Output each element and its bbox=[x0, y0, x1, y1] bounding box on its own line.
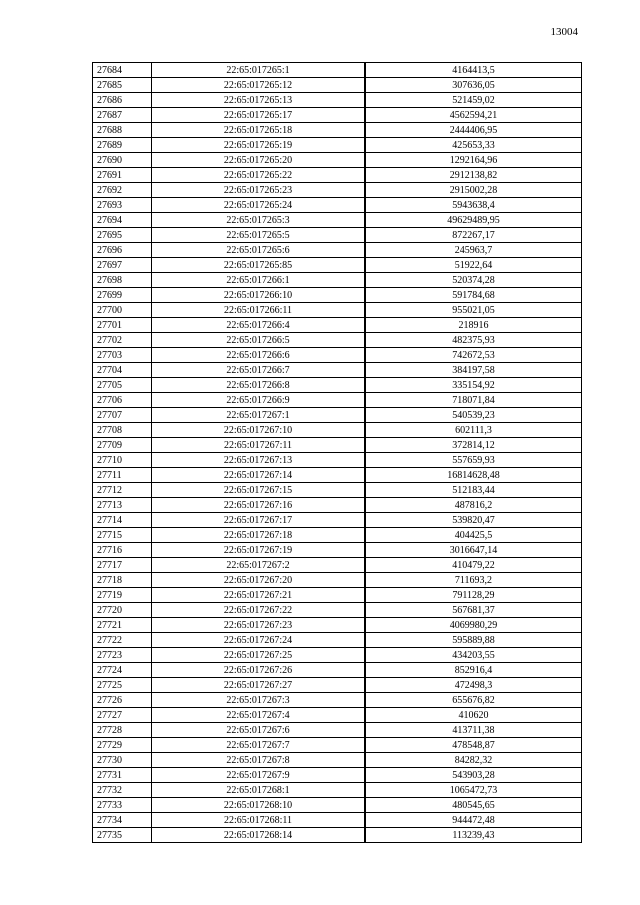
cadastral-value-cell: 487816,2 bbox=[365, 498, 582, 513]
table-row bbox=[93, 468, 582, 483]
cadastral-value-cell: 482375,93 bbox=[365, 333, 582, 348]
cadastral-value-cell: 742672,53 bbox=[365, 348, 582, 363]
cadastral-number-cell: 22:65:017267:23 bbox=[152, 618, 366, 633]
cadastral-number-cell: 22:65:017267:25 bbox=[152, 648, 366, 663]
row-number-cell: 27728 bbox=[93, 723, 152, 738]
table-row bbox=[93, 378, 582, 393]
cadastral-number-cell: 22:65:017265:24 bbox=[152, 198, 366, 213]
table-row bbox=[93, 798, 582, 813]
cadastral-value-cell: 2912138,82 bbox=[365, 168, 582, 183]
row-number-cell: 27690 bbox=[93, 153, 152, 168]
table-row bbox=[93, 738, 582, 753]
table-row bbox=[93, 708, 582, 723]
cadastral-value-cell: 520374,28 bbox=[365, 273, 582, 288]
row-number-cell: 27701 bbox=[93, 318, 152, 333]
row-number-cell: 27706 bbox=[93, 393, 152, 408]
cadastral-number-cell: 22:65:017265:19 bbox=[152, 138, 366, 153]
row-number-cell: 27699 bbox=[93, 288, 152, 303]
cadastral-number-cell: 22:65:017265:6 bbox=[152, 243, 366, 258]
table-row bbox=[93, 78, 582, 93]
cadastral-value-cell: 944472,48 bbox=[365, 813, 582, 828]
row-number-cell: 27715 bbox=[93, 528, 152, 543]
row-number-cell: 27687 bbox=[93, 108, 152, 123]
table-row bbox=[93, 588, 582, 603]
cadastral-value-cell: 480545,65 bbox=[365, 798, 582, 813]
cadastral-value-cell: 335154,92 bbox=[365, 378, 582, 393]
table-row bbox=[93, 453, 582, 468]
cadastral-value-cell: 852916,4 bbox=[365, 663, 582, 678]
cadastral-number-cell: 22:65:017267:3 bbox=[152, 693, 366, 708]
table-row bbox=[93, 828, 582, 843]
cadastral-value-cell: 4562594,21 bbox=[365, 108, 582, 123]
table-row bbox=[93, 633, 582, 648]
cadastral-value-cell: 478548,87 bbox=[365, 738, 582, 753]
row-number-cell: 27694 bbox=[93, 213, 152, 228]
cadastral-number-cell: 22:65:017266:11 bbox=[152, 303, 366, 318]
cadastral-number-cell: 22:65:017267:11 bbox=[152, 438, 366, 453]
table-body bbox=[93, 63, 582, 843]
cadastral-number-cell: 22:65:017266:8 bbox=[152, 378, 366, 393]
table-row bbox=[93, 483, 582, 498]
table-row bbox=[93, 813, 582, 828]
row-number-cell: 27731 bbox=[93, 768, 152, 783]
table-row bbox=[93, 288, 582, 303]
cadastral-number-cell: 22:65:017267:13 bbox=[152, 453, 366, 468]
cadastral-value-cell: 567681,37 bbox=[365, 603, 582, 618]
cadastral-value-cell: 1065472,73 bbox=[365, 783, 582, 798]
row-number-cell: 27733 bbox=[93, 798, 152, 813]
cadastral-value-cell: 410479,22 bbox=[365, 558, 582, 573]
cadastral-value-cell: 2444406,95 bbox=[365, 123, 582, 138]
cadastral-value-cell: 2915002,28 bbox=[365, 183, 582, 198]
cadastral-value-table bbox=[92, 62, 582, 843]
table-row bbox=[93, 753, 582, 768]
table-row bbox=[93, 438, 582, 453]
row-number-cell: 27730 bbox=[93, 753, 152, 768]
row-number-cell: 27725 bbox=[93, 678, 152, 693]
cadastral-value-cell: 4069980,29 bbox=[365, 618, 582, 633]
cadastral-value-cell: 872267,17 bbox=[365, 228, 582, 243]
table-row bbox=[93, 543, 582, 558]
table-row bbox=[93, 333, 582, 348]
row-number-cell: 27685 bbox=[93, 78, 152, 93]
table-row bbox=[93, 198, 582, 213]
cadastral-number-cell: 22:65:017267:21 bbox=[152, 588, 366, 603]
table-row bbox=[93, 408, 582, 423]
cadastral-value-cell: 372814,12 bbox=[365, 438, 582, 453]
table-row bbox=[93, 423, 582, 438]
cadastral-value-cell: 434203,55 bbox=[365, 648, 582, 663]
cadastral-number-cell: 22:65:017267:7 bbox=[152, 738, 366, 753]
cadastral-number-cell: 22:65:017268:14 bbox=[152, 828, 366, 843]
cadastral-value-cell: 425653,33 bbox=[365, 138, 582, 153]
cadastral-number-cell: 22:65:017267:8 bbox=[152, 753, 366, 768]
cadastral-value-cell: 307636,05 bbox=[365, 78, 582, 93]
cadastral-number-cell: 22:65:017265:20 bbox=[152, 153, 366, 168]
cadastral-number-cell: 22:65:017267:6 bbox=[152, 723, 366, 738]
cadastral-number-cell: 22:65:017266:7 bbox=[152, 363, 366, 378]
cadastral-value-cell: 84282,32 bbox=[365, 753, 582, 768]
cadastral-value-cell: 218916 bbox=[365, 318, 582, 333]
row-number-cell: 27686 bbox=[93, 93, 152, 108]
cadastral-number-cell: 22:65:017267:14 bbox=[152, 468, 366, 483]
cadastral-value-cell: 3016647,14 bbox=[365, 543, 582, 558]
cadastral-number-cell: 22:65:017267:2 bbox=[152, 558, 366, 573]
page-number: 13004 bbox=[550, 26, 578, 38]
table-row bbox=[93, 618, 582, 633]
table-row bbox=[93, 168, 582, 183]
row-number-cell: 27729 bbox=[93, 738, 152, 753]
cadastral-value-cell: 113239,43 bbox=[365, 828, 582, 843]
cadastral-value-cell: 5943638,4 bbox=[365, 198, 582, 213]
row-number-cell: 27709 bbox=[93, 438, 152, 453]
table-row bbox=[93, 723, 582, 738]
cadastral-number-cell: 22:65:017267:22 bbox=[152, 603, 366, 618]
table-row bbox=[93, 663, 582, 678]
cadastral-value-cell: 521459,02 bbox=[365, 93, 582, 108]
table-row bbox=[93, 138, 582, 153]
cadastral-value-cell: 595889,88 bbox=[365, 633, 582, 648]
cadastral-number-cell: 22:65:017268:1 bbox=[152, 783, 366, 798]
cadastral-number-cell: 22:65:017267:27 bbox=[152, 678, 366, 693]
row-number-cell: 27712 bbox=[93, 483, 152, 498]
cadastral-value-cell: 955021,05 bbox=[365, 303, 582, 318]
row-number-cell: 27703 bbox=[93, 348, 152, 363]
table-row bbox=[93, 273, 582, 288]
cadastral-value-cell: 557659,93 bbox=[365, 453, 582, 468]
table-row bbox=[93, 153, 582, 168]
table-row bbox=[93, 528, 582, 543]
cadastral-value-cell: 404425,5 bbox=[365, 528, 582, 543]
cadastral-value-cell: 16814628,48 bbox=[365, 468, 582, 483]
row-number-cell: 27717 bbox=[93, 558, 152, 573]
table-row bbox=[93, 243, 582, 258]
table-row bbox=[93, 678, 582, 693]
table-row bbox=[93, 693, 582, 708]
row-number-cell: 27716 bbox=[93, 543, 152, 558]
cadastral-number-cell: 22:65:017267:19 bbox=[152, 543, 366, 558]
cadastral-value-cell: 711693,2 bbox=[365, 573, 582, 588]
table-row bbox=[93, 303, 582, 318]
cadastral-number-cell: 22:65:017266:9 bbox=[152, 393, 366, 408]
cadastral-number-cell: 22:65:017266:10 bbox=[152, 288, 366, 303]
row-number-cell: 27710 bbox=[93, 453, 152, 468]
table-row bbox=[93, 783, 582, 798]
cadastral-value-cell: 512183,44 bbox=[365, 483, 582, 498]
row-number-cell: 27735 bbox=[93, 828, 152, 843]
row-number-cell: 27734 bbox=[93, 813, 152, 828]
cadastral-value-cell: 384197,58 bbox=[365, 363, 582, 378]
cadastral-number-cell: 22:65:017267:26 bbox=[152, 663, 366, 678]
table-row bbox=[93, 603, 582, 618]
cadastral-value-cell: 718071,84 bbox=[365, 393, 582, 408]
cadastral-number-cell: 22:65:017268:10 bbox=[152, 798, 366, 813]
cadastral-value-cell: 602111,3 bbox=[365, 423, 582, 438]
cadastral-value-cell: 655676,82 bbox=[365, 693, 582, 708]
cadastral-value-cell: 472498,3 bbox=[365, 678, 582, 693]
row-number-cell: 27723 bbox=[93, 648, 152, 663]
row-number-cell: 27702 bbox=[93, 333, 152, 348]
row-number-cell: 27711 bbox=[93, 468, 152, 483]
cadastral-value-cell: 539820,47 bbox=[365, 513, 582, 528]
cadastral-number-cell: 22:65:017266:4 bbox=[152, 318, 366, 333]
cadastral-number-cell: 22:65:017267:15 bbox=[152, 483, 366, 498]
cadastral-number-cell: 22:65:017265:85 bbox=[152, 258, 366, 273]
row-number-cell: 27705 bbox=[93, 378, 152, 393]
table-row bbox=[93, 258, 582, 273]
cadastral-number-cell: 22:65:017265:17 bbox=[152, 108, 366, 123]
table-row bbox=[93, 498, 582, 513]
cadastral-number-cell: 22:65:017267:20 bbox=[152, 573, 366, 588]
cadastral-value-cell: 413711,38 bbox=[365, 723, 582, 738]
row-number-cell: 27688 bbox=[93, 123, 152, 138]
table-row bbox=[93, 513, 582, 528]
table-row bbox=[93, 93, 582, 108]
cadastral-number-cell: 22:65:017267:18 bbox=[152, 528, 366, 543]
table-row bbox=[93, 348, 582, 363]
cadastral-number-cell: 22:65:017267:17 bbox=[152, 513, 366, 528]
row-number-cell: 27727 bbox=[93, 708, 152, 723]
cadastral-value-cell: 410620 bbox=[365, 708, 582, 723]
cadastral-number-cell: 22:65:017267:16 bbox=[152, 498, 366, 513]
row-number-cell: 27691 bbox=[93, 168, 152, 183]
table-row bbox=[93, 108, 582, 123]
cadastral-number-cell: 22:65:017265:5 bbox=[152, 228, 366, 243]
cadastral-number-cell: 22:65:017265:22 bbox=[152, 168, 366, 183]
cadastral-value-cell: 49629489,95 bbox=[365, 213, 582, 228]
row-number-cell: 27719 bbox=[93, 588, 152, 603]
row-number-cell: 27700 bbox=[93, 303, 152, 318]
row-number-cell: 27722 bbox=[93, 633, 152, 648]
table-row bbox=[93, 648, 582, 663]
cadastral-value-cell: 51922,64 bbox=[365, 258, 582, 273]
table-row bbox=[93, 183, 582, 198]
cadastral-number-cell: 22:65:017266:1 bbox=[152, 273, 366, 288]
row-number-cell: 27684 bbox=[93, 63, 152, 78]
cadastral-number-cell: 22:65:017265:1 bbox=[152, 63, 366, 78]
row-number-cell: 27721 bbox=[93, 618, 152, 633]
table-row bbox=[93, 573, 582, 588]
table-row bbox=[93, 558, 582, 573]
cadastral-value-cell: 1292164,96 bbox=[365, 153, 582, 168]
cadastral-value-cell: 4164413,5 bbox=[365, 63, 582, 78]
cadastral-number-cell: 22:65:017267:10 bbox=[152, 423, 366, 438]
cadastral-value-cell: 791128,29 bbox=[365, 588, 582, 603]
row-number-cell: 27726 bbox=[93, 693, 152, 708]
cadastral-value-cell: 245963,7 bbox=[365, 243, 582, 258]
row-number-cell: 27732 bbox=[93, 783, 152, 798]
cadastral-number-cell: 22:65:017266:6 bbox=[152, 348, 366, 363]
row-number-cell: 27697 bbox=[93, 258, 152, 273]
row-number-cell: 27713 bbox=[93, 498, 152, 513]
cadastral-value-cell: 591784,68 bbox=[365, 288, 582, 303]
table-row bbox=[93, 363, 582, 378]
row-number-cell: 27698 bbox=[93, 273, 152, 288]
table-row bbox=[93, 318, 582, 333]
row-number-cell: 27720 bbox=[93, 603, 152, 618]
row-number-cell: 27724 bbox=[93, 663, 152, 678]
row-number-cell: 27704 bbox=[93, 363, 152, 378]
row-number-cell: 27695 bbox=[93, 228, 152, 243]
row-number-cell: 27692 bbox=[93, 183, 152, 198]
cadastral-number-cell: 22:65:017267:9 bbox=[152, 768, 366, 783]
row-number-cell: 27693 bbox=[93, 198, 152, 213]
cadastral-number-cell: 22:65:017267:1 bbox=[152, 408, 366, 423]
cadastral-number-cell: 22:65:017268:11 bbox=[152, 813, 366, 828]
table-row bbox=[93, 393, 582, 408]
row-number-cell: 27689 bbox=[93, 138, 152, 153]
cadastral-number-cell: 22:65:017265:18 bbox=[152, 123, 366, 138]
cadastral-number-cell: 22:65:017266:5 bbox=[152, 333, 366, 348]
row-number-cell: 27707 bbox=[93, 408, 152, 423]
table-row bbox=[93, 63, 582, 78]
row-number-cell: 27708 bbox=[93, 423, 152, 438]
table-row bbox=[93, 768, 582, 783]
table-row bbox=[93, 228, 582, 243]
cadastral-number-cell: 22:65:017265:12 bbox=[152, 78, 366, 93]
cadastral-value-cell: 540539,23 bbox=[365, 408, 582, 423]
cadastral-number-cell: 22:65:017265:23 bbox=[152, 183, 366, 198]
row-number-cell: 27696 bbox=[93, 243, 152, 258]
cadastral-value-cell: 543903,28 bbox=[365, 768, 582, 783]
cadastral-number-cell: 22:65:017267:4 bbox=[152, 708, 366, 723]
cadastral-number-cell: 22:65:017265:13 bbox=[152, 93, 366, 108]
cadastral-number-cell: 22:65:017265:3 bbox=[152, 213, 366, 228]
table-row bbox=[93, 123, 582, 138]
row-number-cell: 27718 bbox=[93, 573, 152, 588]
table-row bbox=[93, 213, 582, 228]
row-number-cell: 27714 bbox=[93, 513, 152, 528]
cadastral-number-cell: 22:65:017267:24 bbox=[152, 633, 366, 648]
